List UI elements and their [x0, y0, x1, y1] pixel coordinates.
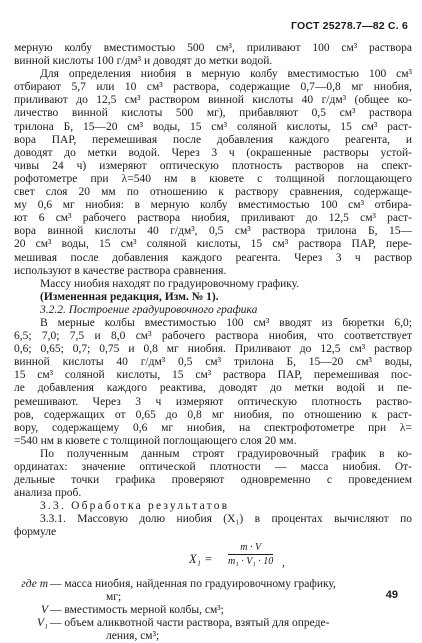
formula: [14, 542, 412, 576]
text-line: 6,5; 7,0; 7,5 и 8,0 см³ рабочего раствора ниобия, что соответствует: [14, 330, 412, 343]
text-line: =540 нм в кювете с толщиной поглощающего слоя 20 мм.: [14, 434, 297, 447]
definition-text: — объем аликвотной части раствора, взятый для опреде-: [50, 616, 330, 629]
text-line: В мерные колбы вместимостью 100 см³ вводят из бюретки 6,0;: [40, 316, 412, 329]
text-line: ров, содержащих от 0,65 до 0,8 мг ниобия, по отношению к раст-: [14, 408, 412, 421]
definition-symbol: [14, 591, 50, 604]
text-line: (Измененная редакция, Изм. № 1).: [40, 290, 219, 303]
text-line: доводят до метки водой. Через 3 ч (окрашенные растворы устой-: [14, 146, 412, 159]
text-line: анализа проб.: [14, 487, 82, 500]
text-line: вору, содержащему 0,6 мг ниобия, на спектрофотометре при λ=: [14, 421, 412, 434]
text-line: 0,6; 0,65; 0,7; 0,75 и 0,8 мг ниобия. Приливают до 12,5 см³ раствор: [14, 343, 412, 356]
definition-text: — вместимость мерной колбы, см³;: [50, 603, 224, 616]
document-body: [14, 42, 412, 643]
text-line: винной кислоты 100 г/дм³ и доводят до метки водой.: [14, 55, 273, 68]
page-number: 49: [385, 589, 398, 601]
definition-symbol: [14, 630, 50, 643]
text-line: вора ПАР, перемешивая после добавления каждого реагента, и: [14, 133, 412, 146]
variable-definitions: [14, 578, 412, 643]
text-line: 3.2.2. Построение градуировочного графика: [40, 303, 258, 316]
definition-symbol: V: [40, 603, 48, 616]
text-line: Для определения ниобия в мерную колбу вместимостью 100 см³: [40, 68, 412, 81]
definition-text: мг;: [106, 590, 122, 603]
text-line: ют 6 см³ рабочего раствора ниобия, приливают до 12,5 см³ раст-: [14, 212, 412, 225]
text-line: используют в качестве раствора сравнения.: [14, 264, 227, 277]
text-line: винной кислоты 40 г/дм³ 0,5 см³ трилона Б, 15—20 см³ воды,: [14, 356, 412, 369]
text-line: ле добавления каждого реактива, доводят до метки водой и пе-: [14, 382, 412, 395]
text-line: чивы 24 ч) измеряют оптическую плотность растворов на спект-: [14, 159, 412, 172]
formula-numerator: m · V: [228, 542, 273, 555]
definition-row: [14, 604, 412, 617]
formula-fraction: [228, 542, 273, 567]
text-line: отбирают 5,7 или 10 см³ раствора, содержащие 0,7—0,8 мг ниобия,: [14, 81, 412, 94]
text-line: свет слоя 20 мм по отношению к раствору сравнения, содержаще-: [14, 186, 412, 199]
text-line: формуле: [14, 526, 57, 539]
text-line: приливают до 12,5 см³ раствором винной кислоты 40 г/дм³ (общее ко-: [14, 94, 412, 107]
definition-row: [14, 630, 412, 643]
text-line: мешивая после добавления каждого реагента. Через 3 ч раствор: [14, 251, 412, 264]
text-line: 15 см³ соляной кислоты, 15 см³ раствора ПАР, перемешивая пос-: [14, 369, 412, 382]
text-line: 3.3.1. Массовую долю ниобия (X₁) в процентах вычисляют по: [40, 513, 412, 526]
formula-lhs: X₁ =: [189, 551, 213, 566]
text-line: Массу ниобия находят по градуировочному графику.: [40, 277, 300, 290]
text-line: му 0,6 мг ниобия: в мерную колбу вместимостью 100 см³ отбира-: [14, 199, 412, 212]
text-block: [14, 42, 412, 540]
text-line: мерную колбу вместимостью 500 см³, приливают 100 см³ раствора: [14, 42, 412, 54]
text-line: ремешивают. Через 3 ч измеряют оптическую плотность раство-: [14, 395, 412, 408]
formula-denominator: m₁ · V₁ · 10: [228, 555, 274, 567]
text-line: ординатах: значение оптической плотности — масса ниобия. От-: [14, 461, 412, 473]
text-line: По полученным данным строят градуировочный график в ко-: [40, 447, 412, 460]
definition-row: [14, 591, 412, 604]
text-line: личество винной кислоты 500 мг), прибавляют 0,5 см³ раствора: [14, 107, 412, 120]
formula-comma: ,: [282, 554, 285, 569]
page-header: ГОСТ 25278.7—82 С. 6: [291, 20, 408, 32]
text-line: 20 см³ воды, 15 см³ соляной кислоты, 15 см³ раствора ПАР, пере-: [14, 238, 412, 251]
text-line: дельные точки графика проверяют одновременно с проведением: [14, 474, 412, 487]
definition-text: ления, см³;: [106, 629, 160, 642]
text-line: вора винной кислоты 40 г/дм³, 0,5 см³ раствора трилона Б, 15—: [14, 225, 412, 238]
definition-text: — масса ниобия, найденная по градуировочному графику,: [50, 577, 336, 590]
text-line: трилона Б, 15—20 см³ воды, 15 см³ соляной кислоты, 15 см³ раст-: [14, 120, 412, 133]
definition-symbol: где m: [21, 577, 48, 590]
definition-row: [14, 578, 412, 591]
text-line: 3.3. Обработка результатов: [40, 500, 230, 513]
definition-symbol: V₁: [36, 616, 48, 629]
text-line: рофотометре при λ=540 нм в кювете с толщиной поглощающего: [14, 172, 412, 185]
